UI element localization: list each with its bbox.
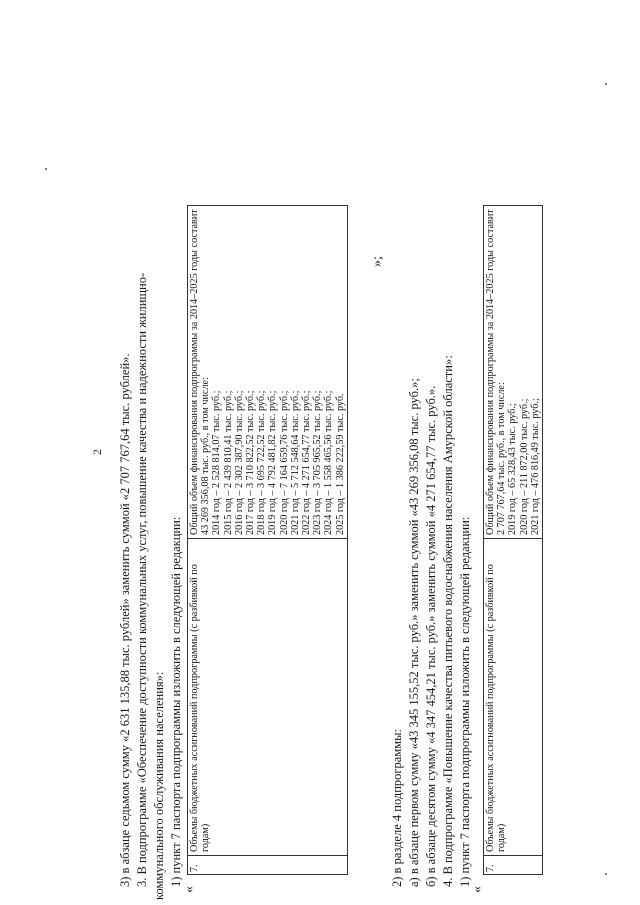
middle-line-5: 1) пункт 7 паспорта подпрограммы изложить в следующей редакции: [458, 516, 472, 887]
open-quote-1: « [182, 886, 197, 893]
value-line: 2018 год – 3 695 722,52 тыс. руб.; [256, 390, 268, 535]
intro-line-3: коммунального обслуживания населения»: [152, 671, 166, 900]
value-line: 2021 год – 476 816,49 тыс. руб.; [529, 398, 541, 535]
value-line: 2019 год – 4 792 481,82 тыс. руб.; [267, 390, 279, 535]
middle-line-2: а) в абзаце первом сумму «43 345 155,52 тыс. руб.» заменить суммой «43 269 356,08 тыс. руб.»; [407, 378, 421, 887]
value-line: 2021 год – 5 712 548,64 тыс. руб.; [289, 390, 301, 535]
value-line: Общий объем финансирования подпрограммы за 2014–2025 годы составит [189, 209, 200, 535]
table-cell-label: Объемы бюджетных ассигнований подпрограммы (с разбивкой по годам) [484, 539, 543, 856]
value-line: 2019 год – 65 328,43 тыс. руб.; [507, 403, 519, 535]
intro-line-4: 1) пункт 7 паспорта подпрограммы изложить в следующей редакции: [169, 516, 183, 887]
value-line: 2014 год – 2 528 814,07 тыс. руб.; [211, 390, 223, 535]
value-line: Общий объем финансирования подпрограммы за 2014–2025 годы составит [485, 209, 496, 535]
intro-line-2: 3. В подпрограмме «Обеспечение доступности коммунальных услуг, повышение качества и надежности жилищно- [135, 272, 149, 887]
value-line: 2015 год – 2 439 810,41 тыс. руб.; [222, 390, 234, 535]
middle-line-3: б) в абзаце десятом сумму «4 347 454,21 тыс. руб.» заменить суммой «4 271 654,77 тыс. руб.». [424, 385, 438, 887]
table-cell-values [188, 206, 348, 539]
value-line: 43 269 356,08 тыс. руб., в том числе: [200, 377, 212, 535]
table-cell-values [484, 206, 543, 539]
value-line: 2023 год – 3 705 965,52 тыс. руб.; [312, 390, 324, 535]
close-quote-1: »; [370, 256, 385, 267]
value-line: 2020 год – 7 164 659,76 тыс. руб.; [278, 390, 290, 535]
value-line: 2022 год – 4 271 654,77 тыс. руб.; [301, 390, 313, 535]
intro-line-1: 3) в абзаце седьмом сумму «2 631 135,88 тыс. рублей» заменить суммой «2 707 767,64 тыс. рублей». [118, 353, 132, 887]
scan-speck [605, 83, 607, 85]
table-cell-label: Объемы бюджетных ассигнований подпрограммы (с разбивкой по годам) [188, 539, 348, 856]
page-number: 2 [90, 449, 104, 455]
value-line: 2020 год – 211 872,00 тыс. руб.; [518, 398, 530, 535]
open-quote-2: « [470, 886, 485, 893]
table-row [188, 206, 348, 875]
value-line: 2025 год – 1 386 222,59 тыс. руб. [334, 393, 346, 535]
value-line: 2 707 767,64 тыс. руб., в том числе: [496, 382, 508, 535]
table-row [484, 206, 543, 875]
scan-speck [605, 873, 607, 875]
scan-speck [45, 168, 47, 170]
passport-table-2 [483, 205, 543, 875]
table-cell-number: 7. [188, 856, 348, 875]
value-line: 2016 год – 2 302 387,90 тыс. руб.; [233, 390, 245, 535]
value-line: 2024 год – 1 558 465,56 тыс. руб.; [323, 390, 335, 535]
passport-table-1 [187, 205, 348, 875]
value-line: 2017 год – 3 710 822,52 тыс. руб.; [245, 390, 257, 535]
middle-line-1: 2) в разделе 4 подпрограммы: [390, 728, 404, 887]
table-cell-number: 7. [484, 856, 543, 875]
middle-line-4: 4. В подпрограмме «Повышение качества питьевого водоснабжения населения Амурской области»: [441, 355, 455, 887]
